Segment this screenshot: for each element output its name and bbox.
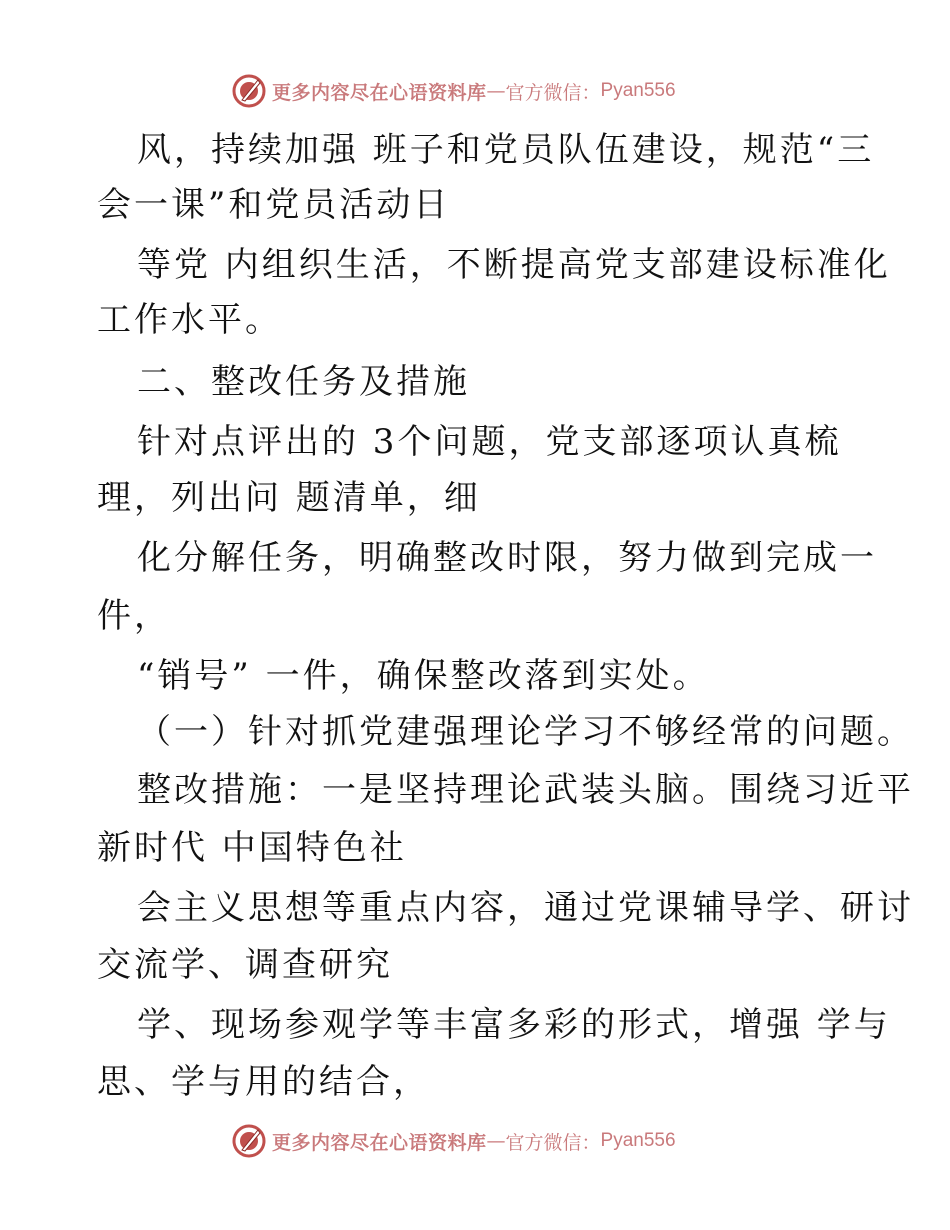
- text-line: 新时代 中国特色社: [97, 828, 407, 868]
- text-line: 化分解任务，明确整改时限，努力做到完成一: [137, 538, 877, 578]
- text-line: 件，: [97, 596, 171, 636]
- text-line: 针对点评出的 3个问题，党支部逐项认真梳: [137, 422, 842, 462]
- banner-separator: —: [486, 80, 506, 102]
- banner-promo-text: 更多内容尽在心语资料库: [272, 1131, 487, 1154]
- text-line: 风，持续加强 班子和党员队伍建设，规范“三: [137, 130, 875, 170]
- text-line: 学、现场参观学等丰富多彩的形式，增强 学与: [137, 1005, 891, 1045]
- banner-promo-text: 更多内容尽在心语资料库: [272, 81, 487, 104]
- banner-separator: —: [486, 1130, 506, 1152]
- header-banner: [232, 71, 676, 111]
- text-line: 交流学、调查研究: [97, 945, 393, 985]
- text-line: “销号” 一件，确保整改落到实处。: [137, 656, 710, 696]
- text-line: 会一课”和党员活动日: [97, 185, 451, 225]
- quill-logo-icon: [232, 1124, 266, 1158]
- subsection-heading: （一）针对抓党建强理论学习不够经常的问题。: [137, 712, 914, 752]
- text-line: 思、学与用的结合，: [97, 1062, 430, 1102]
- banner-wechat-label: 官方微信：: [505, 81, 601, 104]
- quill-logo-icon: [232, 74, 266, 108]
- text-line: 整改措施：一是坚持理论武装头脑。围绕习近平: [137, 770, 914, 810]
- banner-wechat-account: Pyan556: [600, 80, 676, 101]
- banner-wechat-account: Pyan556: [600, 1130, 676, 1151]
- section-heading: 二、整改任务及措施: [137, 362, 470, 402]
- text-line: 工作水平。: [97, 300, 282, 340]
- footer-banner: [232, 1121, 676, 1161]
- text-line: 理，列出问 题清单，细: [97, 478, 481, 518]
- banner-wechat-label: 官方微信：: [505, 1131, 601, 1154]
- text-line: 会主义思想等重点内容，通过党课辅导学、研讨: [137, 888, 914, 928]
- text-line: 等党 内组织生活，不断提高党支部建设标准化: [137, 245, 891, 285]
